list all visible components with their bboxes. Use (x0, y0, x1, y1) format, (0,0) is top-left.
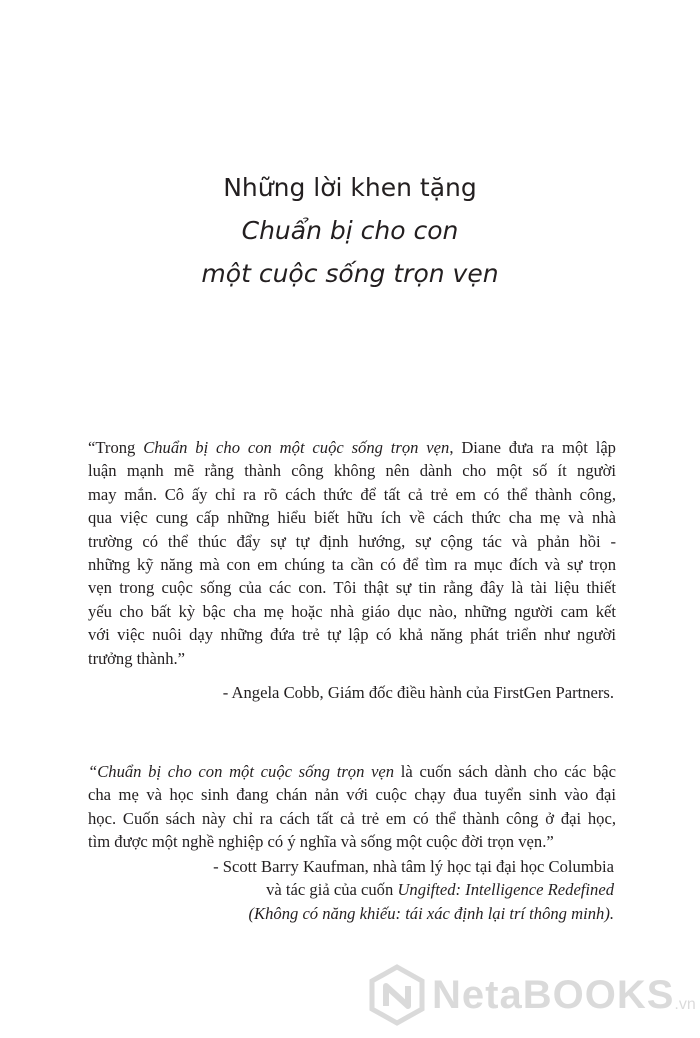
testimonial-quote-2 (88, 760, 616, 854)
publisher-watermark (366, 962, 696, 1028)
attribution-line (54, 878, 614, 901)
neta-logo-icon (366, 964, 428, 1026)
quote-line: luận mạnh mẽ rằng thành công không nên dành cho một số ít người (88, 461, 616, 481)
title-line-1: Những lời khen tặng (223, 173, 477, 202)
watermark-domain: .vn (674, 996, 696, 1013)
attribution-prefix: và tác giả của cuốn (266, 880, 398, 900)
quote-line: may mắn. Cô ấy chỉ ra rõ cách thức để tất cả trẻ em có thể thành công, (88, 484, 616, 504)
quote-line (88, 436, 616, 459)
testimonial-quote-1 (88, 436, 616, 670)
title-line-3: một cuộc sống trọn vẹn (201, 259, 499, 288)
page-title (0, 166, 700, 295)
quote-line (88, 760, 616, 783)
quote-line: học. Cuốn sách này chỉ ra cách tất cả trẻ em có thể thành công ở đại học, (88, 808, 616, 828)
quote-book-title: Chuẩn bị cho con một cuộc sống trọn vẹn (143, 438, 450, 457)
quote-line: những kỹ năng mà con em chúng ta cần có để tìm ra mục đích và sự trọn (88, 555, 616, 575)
quote-line: với việc nuôi dạy những đứa trẻ tự lập có khả năng phát triển như người (88, 625, 616, 645)
quote-line: yếu cho bất kỳ bậc cha mẹ hoặc nhà giáo dục nào, những người cam kết (88, 601, 616, 621)
attribution-1: - Angela Cobb, Giám đốc điều hành của FirstGen Partners. (222, 683, 614, 702)
title-line-2: Chuẩn bị cho con (241, 216, 459, 245)
attribution-line (54, 902, 614, 925)
attribution-2 (54, 855, 614, 925)
quote-line: tìm được một nghề nghiệp có ý nghĩa và sống một cuộc đời trọn vẹn.” (88, 832, 554, 852)
quote-line: trường có thể thúc đẩy sự tự định hướng, sự cộng tác và phản hồi - (88, 531, 616, 551)
attribution-book-title: Ungifted: Intelligence Redefined (397, 880, 614, 900)
quote-line-rest: , Diane đưa ra một lập (449, 438, 616, 457)
quote-line-rest: là cuốn sách dành cho các bậc (394, 762, 617, 781)
attribution-line: - Scott Barry Kaufman, nhà tâm lý học tại đại học Columbia (213, 857, 614, 876)
attribution-translation: (Không có năng khiếu: tái xác định lại trí thông minh). (248, 903, 614, 923)
quote-line: trưởng thành.” (88, 648, 186, 668)
quote-line: vẹn trong cuộc sống của các con. Tôi thật sự tin rằng đây là tài liệu thiết (88, 578, 616, 598)
quote-line: cha mẹ và học sinh đang chán nản với cuộc chạy đua tuyển sinh vào đại (88, 785, 616, 805)
watermark-brand: NetaBOOKS (432, 972, 675, 1017)
quote-line: qua việc cung cấp những hiểu biết hữu ích về cách thức cha mẹ và nhà (88, 508, 616, 528)
quote-book-title: “Chuẩn bị cho con một cuộc sống trọn vẹn (88, 762, 395, 781)
quote-open: “Trong (88, 438, 144, 457)
